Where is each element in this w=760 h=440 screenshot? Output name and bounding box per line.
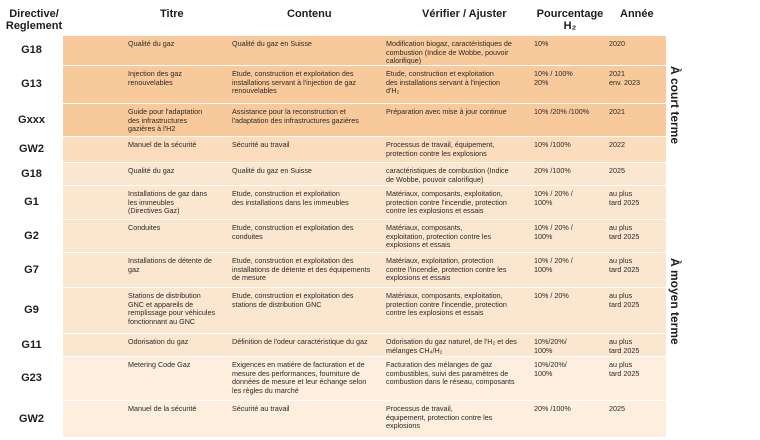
row-code: Gxxx <box>18 113 45 126</box>
cell-annee: 2025 <box>609 166 625 175</box>
header-titre: Titre <box>160 8 184 20</box>
cell-annee: au plus tard 2025 <box>609 291 640 309</box>
cell-titre: Stations de distribution GNC et appareils de remplissage pour véhicules fonctionnant au GNC <box>128 291 216 326</box>
cell-titre: Installations de gaz dans les immeubles (Directives Gaz) <box>128 189 208 216</box>
cell-pct: 10% / 20% / 100% <box>534 189 573 207</box>
cell-verifier: Odorisation du gaz naturel, de l'H₂ et des mélanges CH₄/H₂ <box>386 337 517 355</box>
cell-contenu: Etude, construction et exploitation des installations servant à l'injection de gaz renouvelables <box>232 69 357 96</box>
cell-titre: Injection des gaz renouvelables <box>128 69 182 87</box>
cell-annee: 2021 <box>609 107 625 116</box>
cell-annee: au plus tard 2025 <box>609 360 640 378</box>
cell-verifier: caractéristiques de combustion (Indice de Wobbe, pouvoir calorifique) <box>386 166 509 184</box>
cell-pct: 10% / 100% 20% <box>534 69 573 87</box>
header-directive: Directive/ Reglement <box>5 8 63 32</box>
cell-verifier: Matériaux, composants, exploitation, protection contre l'incendie, protection contre les explosions et essais <box>386 189 507 216</box>
cell-contenu: Etude, construction et exploitation des installations dans les immeubles <box>232 189 349 207</box>
cell-verifier: Matériaux, composants, exploitation, protection contre l'incendie, protection contre les explosions et essais <box>386 291 507 318</box>
cell-pct: 10% / 20% / 100% <box>534 223 573 241</box>
cell-annee: 2021 env. 2023 <box>609 69 641 87</box>
cell-annee: 2022 <box>609 140 625 149</box>
group-label-court-terme: À court terme <box>668 66 682 145</box>
cell-verifier: Matériaux, exploitation, protection contre l'incendie, protection contre les explosions et essais <box>386 256 507 283</box>
cell-titre: Qualité du gaz <box>128 166 175 175</box>
row-code: G18 <box>21 167 42 180</box>
cell-annee: au plus tard 2025 <box>609 223 640 241</box>
cell-titre: Conduites <box>128 223 161 232</box>
row-code: G9 <box>24 304 39 316</box>
header-annee: Année <box>620 8 654 20</box>
cell-titre: Installations de détente de gaz <box>128 256 212 274</box>
cell-titre: Manuel de la sécurité <box>128 140 197 149</box>
cell-titre: Guide pour l'adaptation des infrastructures gazières à l'H2 <box>128 107 203 134</box>
header-pourcentage: Pourcentage H₂ <box>536 8 604 32</box>
cell-titre: Manuel de la sécurité <box>128 404 197 413</box>
cell-verifier: Etude, construction et exploitation des installations servant à l'injection d'H₂ <box>386 69 501 96</box>
cell-contenu: Etude, construction et exploitation des installations de détente et des équipements de mesure <box>232 256 371 283</box>
cell-annee: au plus tard 2025 <box>609 337 640 355</box>
cell-verifier: Processus de travail, équipement, protection contre les explosions <box>386 140 495 158</box>
cell-verifier: Processus de travail, équipement, protection contre les explosions <box>386 404 493 431</box>
row-code: G1 <box>24 196 39 208</box>
cell-pct: 10%/20%/ 100% <box>534 337 567 355</box>
row-code: G13 <box>21 78 42 90</box>
cell-verifier: Matériaux, composants, exploitation, protection contre les explosions et essais <box>386 223 492 250</box>
cell-pct: 10% / 20% <box>534 291 569 300</box>
row-code: G2 <box>24 229 39 242</box>
cell-annee: au plus tard 2025 <box>609 256 640 274</box>
header-contenu: Contenu <box>287 8 332 20</box>
cell-contenu: Exigences en matière de facturation et de mesure des performances, fourniture de données de mesure et leur échange selon les règles du marché <box>232 360 367 395</box>
cell-pct: 20% /100% <box>534 166 571 175</box>
cell-pct: 10% /20% /100% <box>534 107 590 116</box>
cell-titre: Odorisation du gaz <box>128 337 189 346</box>
cell-pct: 20% /100% <box>534 404 571 413</box>
cell-annee: au plus tard 2025 <box>609 189 640 207</box>
row-code: GW2 <box>18 143 45 155</box>
cell-pct: 10% / 20% / 100% <box>534 256 573 274</box>
cell-annee: 2020 <box>609 39 625 48</box>
table-header <box>0 0 760 36</box>
cell-contenu: Etude, construction et exploitation des conduites <box>232 223 354 241</box>
cell-pct: 10% <box>534 39 549 48</box>
header-verifier: Vérifier / Ajuster <box>422 8 507 20</box>
group-label-moyen-terme: À moyen terme <box>668 258 682 345</box>
cell-contenu: Définition de l'odeur caractéristique du gaz <box>232 337 368 346</box>
row-code: G11 <box>21 338 42 351</box>
row-code: G18 <box>21 44 42 56</box>
cell-titre: Qualité du gaz <box>128 39 175 48</box>
cell-verifier: Modification biogaz, caractéristiques de combustion (Indice de Wobbe, pouvoir calorifique) <box>386 39 512 66</box>
cell-verifier: Facturation des mélanges de gaz combustibles, suivi des paramètres de combustion dans le réseau, composants <box>386 360 515 387</box>
cell-contenu: Qualité du gaz en Suisse <box>232 39 312 48</box>
cell-contenu: Sécurité au travail <box>232 404 290 413</box>
row-code: GW2 <box>18 412 45 425</box>
cell-pct: 10% /100% <box>534 140 571 149</box>
cell-contenu: Qualité du gaz en Suisse <box>232 166 312 175</box>
cell-contenu: Assistance pour la reconstruction et l'adaptation des infrastructures gazières <box>232 107 359 125</box>
cell-annee: 2025 <box>609 404 625 413</box>
cell-contenu: Etude, construction et exploitation des stations de distribution GNC <box>232 291 354 309</box>
row-code: G23 <box>21 372 42 384</box>
row-code: G7 <box>24 263 39 276</box>
cell-pct: 10%/20%/ 100% <box>534 360 567 378</box>
cell-verifier: Préparation avec mise à jour continue <box>386 107 507 116</box>
cell-titre: Metering Code Gaz <box>128 360 191 369</box>
cell-contenu: Sécurité au travail <box>232 140 290 149</box>
